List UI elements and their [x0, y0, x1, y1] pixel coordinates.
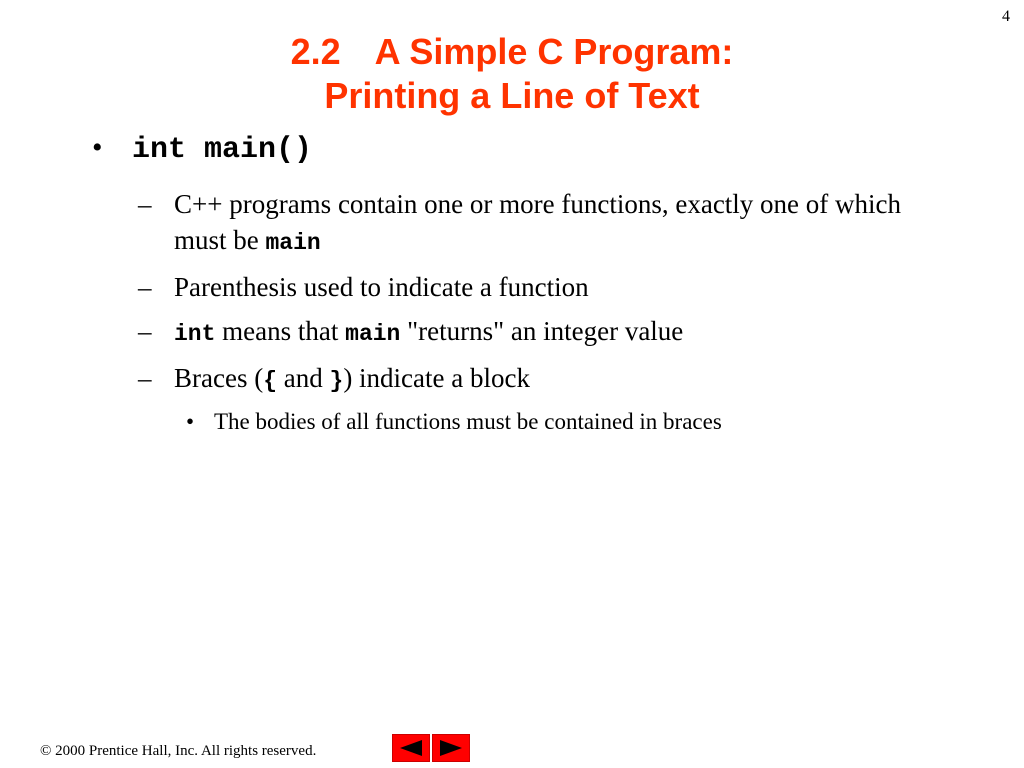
bullet-icon: • [186, 409, 195, 434]
item4-code-b: } [329, 368, 344, 394]
title-line-2: Printing a Line of Text [324, 75, 700, 116]
bullet-icon: • [92, 131, 103, 164]
title-line-1-text: A Simple C Program: [374, 31, 734, 72]
slide-number: 4 [1002, 8, 1010, 25]
slide-content [86, 128, 946, 437]
bullet-code: int main() [132, 133, 313, 167]
list-item-text [174, 360, 530, 399]
copyright-footer: © 2000 Prentice Hall, Inc. All rights reserved. [40, 743, 317, 759]
bullet-main [86, 128, 946, 170]
item3-code-a: int [174, 321, 216, 347]
list-item-text: Parenthesis used to indicate a function [174, 272, 589, 302]
title-line-1 [0, 30, 1024, 74]
item4-text-a: Braces ( [174, 363, 264, 393]
list-item [134, 269, 946, 305]
item1-code: main [265, 230, 321, 256]
dash-icon: – [138, 363, 152, 393]
previous-slide-button[interactable] [392, 734, 430, 762]
list-item [134, 313, 946, 352]
dash-icon: – [138, 189, 152, 219]
arrow-left-icon [398, 739, 424, 757]
item3-text-a: means that [215, 316, 346, 346]
list-item-text [174, 186, 946, 261]
slide-navigation [392, 734, 470, 762]
section-number: 2.2 [290, 31, 341, 72]
item1-text: C++ programs contain one or more functions, exactly one of which must be [174, 189, 902, 255]
list-item [134, 360, 946, 399]
item4-code-a: { [263, 368, 278, 394]
list-item-text [174, 313, 683, 352]
slide-title [0, 30, 1024, 118]
arrow-right-icon [438, 739, 464, 757]
sub-list-item-text: The bodies of all functions must be contained in braces [214, 409, 722, 434]
dash-icon: – [138, 272, 152, 302]
list-item [134, 186, 946, 261]
item4-text-c: ) indicate a block [343, 363, 530, 393]
sub-list-item [186, 407, 946, 437]
item3-code-b: main [345, 321, 401, 347]
dash-icon: – [138, 316, 152, 346]
item4-text-b: and [277, 363, 330, 393]
item3-text-b: "returns" an integer value [400, 316, 684, 346]
next-slide-button[interactable] [432, 734, 470, 762]
